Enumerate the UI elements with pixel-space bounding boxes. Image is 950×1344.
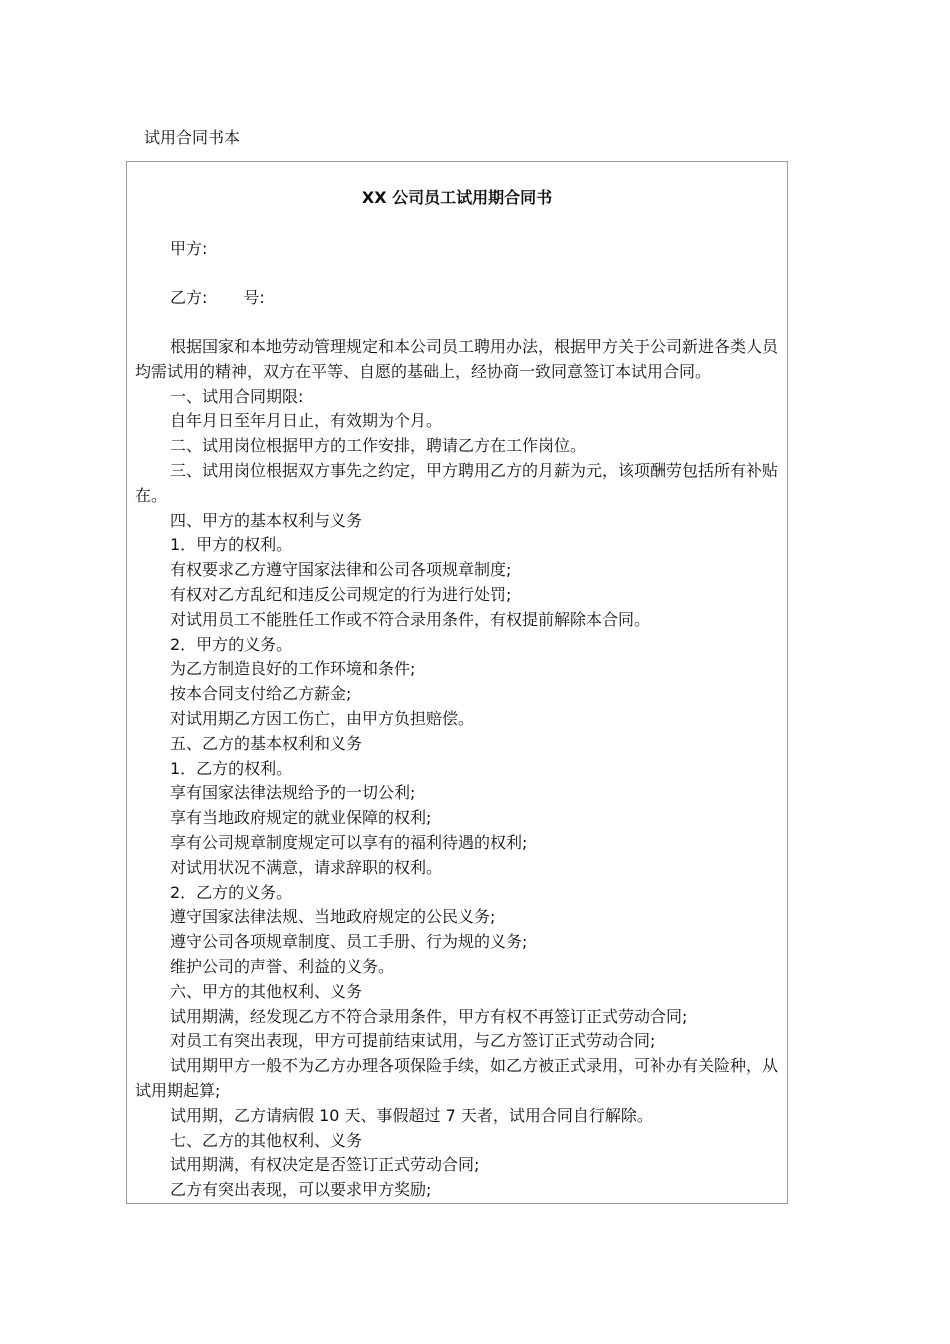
clause-heading: 四、甲方的基本权利与义务: [170, 510, 363, 530]
clause-line: 遵守公司各项规章制度、员工手册、行为规的义务;: [170, 932, 528, 952]
clause-heading: 一、试用合同期限:: [170, 386, 304, 406]
clause-line: 对试用状况不满意，请求辞职的权利。: [170, 857, 443, 877]
party-b-line: [170, 286, 265, 310]
document-title: XX 公司员工试用期合同书: [361, 188, 553, 207]
clause-line: 试用期满，经发现乙方不符合录用条件，甲方有权不再签订正式劳动合同;: [170, 1006, 688, 1026]
clause-line: 享有公司规章制度规定可以享有的福利待遇的权利;: [170, 832, 528, 852]
clause-line: 对员工有突出表现，甲方可提前结束试用，与乙方签订正式劳动合同;: [170, 1031, 656, 1051]
clause-line: 试用期满，有权决定是否签订正式劳动合同;: [170, 1155, 480, 1175]
sub-heading: 2．乙方的义务。: [170, 882, 293, 902]
contract-document: [126, 161, 788, 1204]
header-label: 试用合同书本: [144, 128, 241, 147]
contract-body: [135, 335, 779, 1203]
sub-heading: 2．甲方的义务。: [170, 634, 293, 654]
party-a-line: 甲方:: [170, 239, 208, 258]
clause-line: 乙方有突出表现，可以要求甲方奖励;: [170, 1180, 432, 1200]
clause-heading: 三、试用岗位根据双方事先之约定，甲方聘用乙方的月薪为元，该项酬劳包括所有补贴在。: [135, 460, 779, 505]
clause-line: 为乙方制造良好的工作环境和条件;: [170, 659, 416, 679]
clause-line: 遵守国家法律法规、当地政府规定的公民义务;: [170, 907, 496, 927]
clause-line: 维护公司的声誉、利益的义务。: [170, 956, 395, 976]
clause-line: 有权要求乙方遵守国家法律和公司各项规章制度;: [170, 560, 512, 580]
clause-heading: 五、乙方的基本权利和义务: [170, 733, 363, 753]
clause-line: 按本合同支付给乙方薪金;: [170, 684, 352, 704]
party-b-number-label: 号:: [243, 288, 265, 307]
clause-line: 试用期甲方一般不为乙方办理各项保险手续，如乙方被正式录用，可补办有关险种，从试用期起算;: [135, 1056, 779, 1100]
clause-line: 享有当地政府规定的就业保障的权利;: [170, 808, 432, 828]
sub-heading: 1．乙方的权利。: [170, 758, 293, 778]
clause-line: 有权对乙方乱纪和违反公司规定的行为进行处罚;: [170, 584, 512, 604]
clause-line: 自年月日至年月日止，有效期为个月。: [170, 411, 443, 431]
sub-heading: 1．甲方的权利。: [170, 535, 293, 555]
party-b-label: 乙方:: [170, 288, 208, 307]
clause-line: 试用期，乙方请病假 10 天、事假超过 7 天者，试用合同自行解除。: [170, 1105, 653, 1125]
clause-heading: 六、甲方的其他权利、义务: [170, 981, 363, 1001]
clause-heading: 七、乙方的其他权利、义务: [170, 1130, 363, 1150]
clause-line: 享有国家法律法规给予的一切公利;: [170, 783, 416, 803]
clause-line: 对试用员工不能胜任工作或不符合录用条件，有权提前解除本合同。: [170, 609, 651, 629]
clause-line: 对试用期乙方因工伤亡，由甲方负担赔偿。: [170, 708, 475, 728]
intro-paragraph: 根据国家和本地劳动管理规定和本公司员工聘用办法，根据甲方关于公司新进各类人员均需试用的精神，双方在平等、自愿的基础上，经协商一致同意签订本试用合同。: [135, 337, 779, 381]
clause-heading: 二、试用岗位根据甲方的工作安排，聘请乙方在工作岗位。: [170, 436, 587, 456]
